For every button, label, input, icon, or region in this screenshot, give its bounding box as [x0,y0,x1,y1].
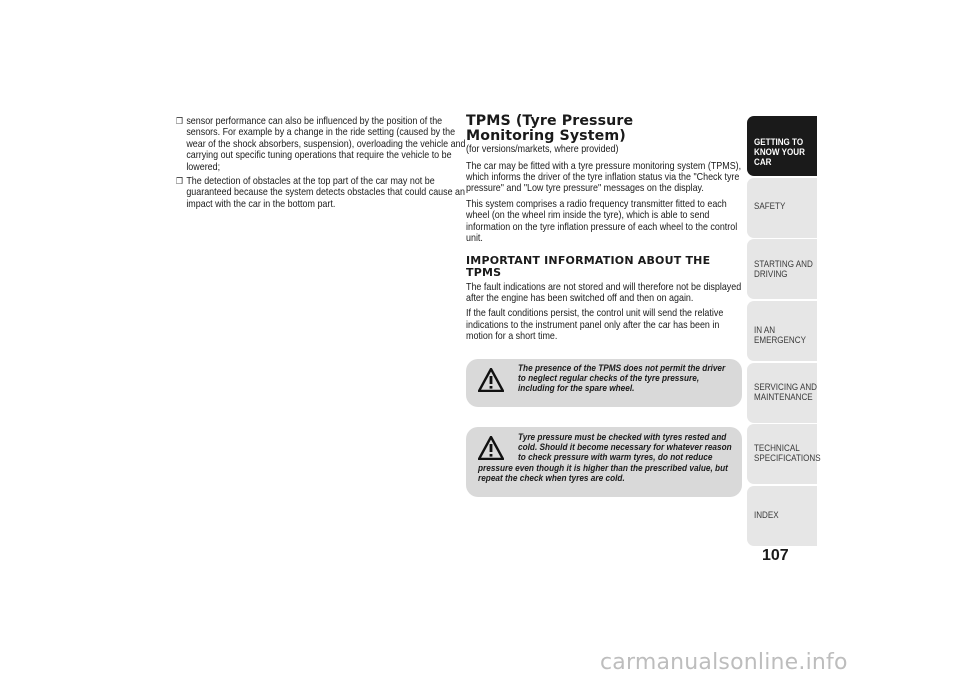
tab-safety[interactable] [747,178,819,238]
tab-in-an-emergency[interactable] [747,301,819,361]
tab-index[interactable] [747,486,819,546]
warning-box [466,427,742,497]
bullet-item [176,176,467,210]
tab-label: MAINTENANCE [754,391,813,403]
warning-triangle-icon [478,436,504,460]
tab-label: INDEX [754,510,779,522]
tab-technical-specifications[interactable] [747,424,819,484]
chapter-tabs [747,116,819,548]
bullet-item [176,116,467,173]
tpms-paragraph: This system comprises a radio frequency transmitter fitted to each wheel (on the wheel rim inside the tyre), which is able to send information on the tyre inflation pressure of each wheel to the control unit. [466,198,738,245]
tpms-title [466,114,742,143]
tpms-paragraph: The car may be fitted with a tyre pressure monitoring system (TPMS), which informs the driver of the tyre inflation status via the "Check tyre pressure" and "Low tyre pressure" messages on the display. [466,160,742,195]
tab-label: SERVICING AND [754,381,817,393]
warning-text: Tyre pressure must be checked with tyres rested and cold. Should it become necessary for whatever reason to check pressure with warm tyres, do not reduce [518,431,732,464]
bullet-text: The detection of obstacles at the top part of the car may not be guaranteed because the system detects obstacles that could cause an impact with the car in the bottom part. [186,176,466,210]
tab-getting-to-know-your-car[interactable] [747,116,819,176]
tpms-subtitle: (for versions/markets, where provided) [466,144,619,156]
tab-label: STARTING AND [754,259,813,271]
watermark: carmanualsonline.info [600,650,848,675]
tab-label: DRIVING [754,269,788,281]
bullet-box-icon: ❒ [176,176,183,187]
tpms-title-line2: Monitoring System) [466,127,626,144]
right-column [466,114,742,497]
warning-text-continued: pressure even though it is higher than the prescribed value, but repeat the check when tyres are cold. [478,462,728,485]
tab-label: KNOW YOUR CAR [754,147,805,168]
tab-label: SAFETY [754,200,786,212]
tpms-title-line1: TPMS (Tyre Pressure [466,113,634,129]
tab-servicing-and-maintenance[interactable] [747,363,819,423]
bullet-text: sensor performance can also be influenced by the position of the sensors. For example by a change in the ride setting (caused by the wear of the shock absorbers, suspension), overloading the vehicle and carrying out specific tuning operations that require the vehicle to be lowered; [186,116,466,173]
bullet-box-icon: ❒ [176,116,183,126]
important-paragraph: The fault indications are not stored and will therefore not be displayed after the engine has been switched off and then on again. [466,281,742,305]
tab-label: SPECIFICATIONS [754,453,821,465]
important-heading: IMPORTANT INFORMATION ABOUT THE TPMS [466,254,711,280]
tab-label: GETTING TO [754,137,804,148]
warning-text: The presence of the TPMS does not permit the driver to neglect regular checks of the tyre pressure, including for the spare wheel. [518,362,726,395]
important-paragraph: If the fault conditions persist, the control unit will send the relative indications to the instrument panel only after the car has been in motion for a short time. [466,308,724,343]
tab-label: IN AN EMERGENCY [754,325,806,347]
warning-box [466,359,742,407]
left-column [176,116,466,213]
tab-starting-and-driving[interactable] [747,239,819,299]
warning-triangle-icon [478,368,504,392]
page-number: 107 [762,547,789,564]
tab-label: TECHNICAL [754,443,800,455]
